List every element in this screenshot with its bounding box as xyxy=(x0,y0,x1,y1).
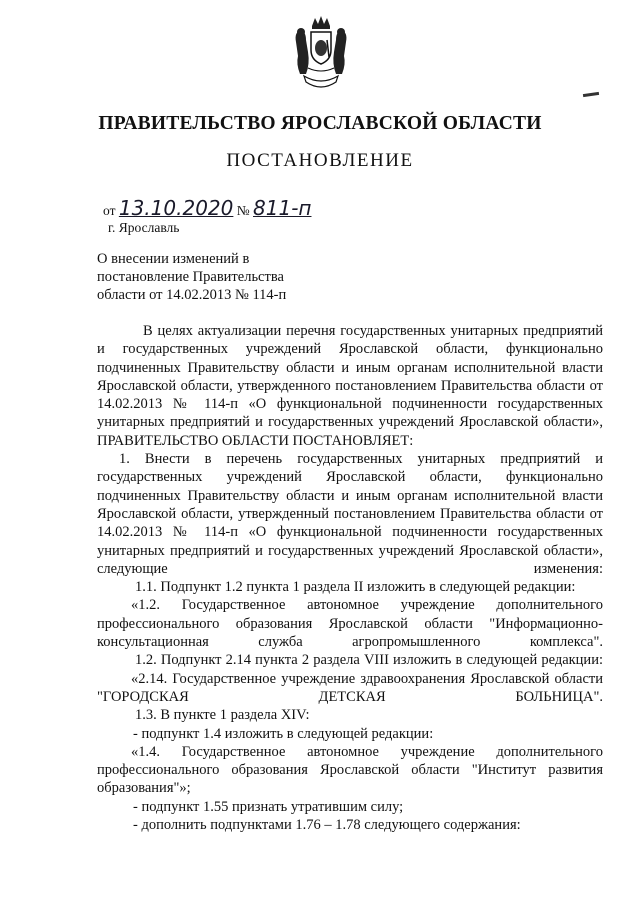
city-label: г. Ярославль xyxy=(108,220,180,235)
item-1-3-c-paragraph: - дополнить подпунктами 1.76 – 1.78 следующего содержания: xyxy=(133,817,521,834)
decree-line: ПРАВИТЕЛЬСТВО ОБЛАСТИ ПОСТАНОВЛЯЕТ: xyxy=(97,432,414,449)
corner-mark xyxy=(583,92,599,97)
preamble-paragraph: В целях актуализации перечня государственных унитарных предприятий и государственных учреждений Ярославской области, функционально подчиненных Правительству области и иным органам исполнительной власти Ярославской области, утвержденного постановлением Правительства области от 14.02.2013 № 114-п «О функциональной подчиненности государственных унитарных предприятий и государственных учреждений Ярославской области», xyxy=(97,323,603,431)
subject-line: О внесении изменений в xyxy=(97,251,250,267)
subject-line: постановление Правительства xyxy=(97,269,284,285)
item-1-1-paragraph: 1.1. Подпункт 1.2 пункта 1 раздела II изложить в следующей редакции: xyxy=(135,579,576,596)
item-1-3-a-text-paragraph: «1.4. Государственное автономное учреждение дополнительного профессионального образования Ярославской области "Институт развития образования"»; xyxy=(97,743,603,797)
number-label: № xyxy=(236,203,250,218)
item-1-2-text-paragraph: «2.14. Государственное учреждение здравоохранения Ярославской области "ГОРОДСКАЯ ДЕТСКАЯ БОЛЬНИЦА". xyxy=(97,670,603,705)
item-1-1-text-paragraph: «1.2. Государственное автономное учреждение дополнительного профессионального образования Ярославской области "Информационно-консультационная служба агропромышленного комплекса". xyxy=(97,597,603,651)
item-1-3-paragraph: 1.3. В пункте 1 раздела XIV: xyxy=(135,707,310,724)
subject-line: области от 14.02.2013 № 114-п xyxy=(97,287,287,303)
item-1-2-paragraph: 1.2. Подпункт 2.14 пункта 2 раздела VIII изложить в следующей редакции: xyxy=(135,652,603,669)
subject-block xyxy=(97,250,286,304)
document-body xyxy=(97,322,603,834)
from-label: от xyxy=(103,203,116,218)
organization-name: ПРАВИТЕЛЬСТВО ЯРОСЛАВСКОЙ ОБЛАСТИ xyxy=(98,113,542,134)
handwritten-number: 811-п xyxy=(253,196,312,220)
item-1-3-b-paragraph: - подпункт 1.55 признать утратившим силу; xyxy=(133,798,404,815)
handwritten-date: 13.10.2020 xyxy=(118,196,234,220)
item-1-3-a-paragraph: - подпункт 1.4 изложить в следующей редакции: xyxy=(133,725,434,742)
coat-of-arms-emblem xyxy=(286,12,356,94)
document-type: ПОСТАНОВЛЕНИЕ xyxy=(226,150,414,171)
date-number-line xyxy=(103,196,311,220)
item-1-paragraph: 1. Внести в перечень государственных унитарных предприятий и государственных учреждений Ярославской области, функционально подчиненных Правительству области и иным органам исполнительной власти Ярославской области, утвержденный постановлением Правительства области от 14.02.2013 № 114-п «О функциональной подчиненности государственных унитарных предприятий и государственных учреждений Ярославской области», следующие изменения: xyxy=(97,451,603,577)
